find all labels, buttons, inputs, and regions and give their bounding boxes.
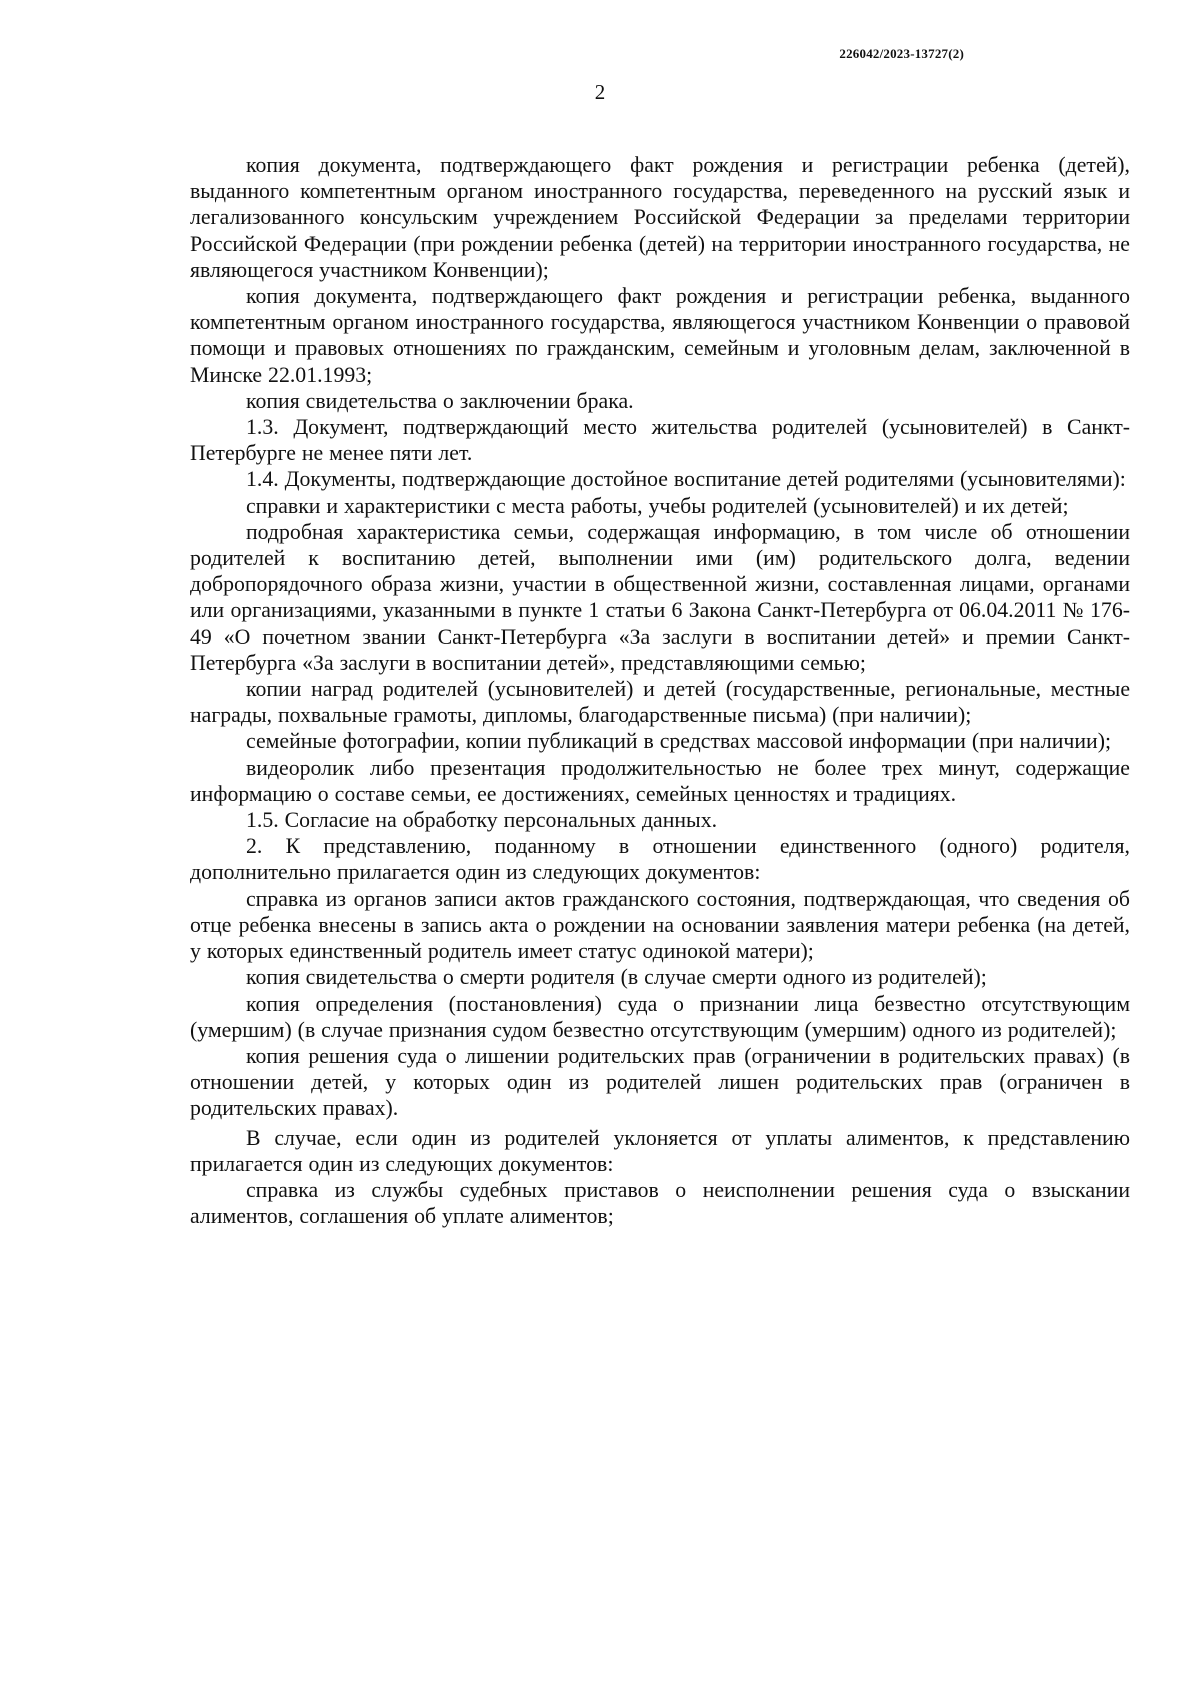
paragraph-item-2: 2. К представлению, поданному в отношении единственного (одного) родителя, дополнительно прилагается один из следующих документов: — [190, 834, 1130, 885]
paragraph-alimony-case: В случае, если один из родителей уклоняется от уплаты алиментов, к представлению прилагается один из следующих документов: — [190, 1125, 1130, 1176]
document-body — [190, 152, 1130, 1229]
paragraph-item-1-4: 1.4. Документы, подтверждающие достойное воспитание детей родителями (усыновителями): — [246, 467, 1126, 492]
document-registration-number: 226042/2023-13727(2) — [839, 46, 964, 61]
paragraph-item-1-3: 1.3. Документ, подтверждающий место жительства родителей (усыновителей) в Санкт-Петербурге не менее пяти лет. — [190, 415, 1130, 466]
paragraph-birth-certificate-convention: копия документа, подтверждающего факт рождения и регистрации ребенка, выданного компетентным органом иностранного государства, являющегося участником Конвенции о правовой помощи и правовых отношениях по гражданским, семейным и уголовным делам, заключенной в Минске 22.01.1993; — [190, 284, 1130, 387]
paragraph-registry-reference: справка из органов записи актов гражданского состояния, подтверждающая, что сведения об отце ребенка внесены в запись акта о рождении на основании заявления матери ребенка (на детей, у которых единственный родитель имеет статус одинокой матери); — [190, 886, 1130, 964]
paragraph-court-missing: копия определения (постановления) суда о признании лица безвестно отсутствующим (умершим) (в случае признания судом безвестно отсутствующим (умершим) одного из родителей); — [190, 991, 1130, 1042]
paragraph-photos: семейные фотографии, копии публикаций в средствах массовой информации (при наличии); — [246, 729, 1112, 754]
paragraph-bailiff-reference: справка из службы судебных приставов о неисполнении решения суда о взыскании алиментов, соглашения об уплате алиментов; — [190, 1177, 1130, 1229]
paragraph-item-1-5: 1.5. Согласие на обработку персональных данных. — [246, 808, 718, 833]
paragraph-death-certificate: копия свидетельства о смерти родителя (в случае смерти одного из родителей); — [246, 965, 987, 990]
paragraph-awards: копии наград родителей (усыновителей) и детей (государственные, региональные, местные награды, похвальные грамоты, дипломы, благодарственные письма) (при наличии); — [190, 677, 1130, 728]
paragraph-birth-certificate-foreign: копия документа, подтверждающего факт рождения и регистрации ребенка (детей), выданного компетентным органом иностранного государства, переведенного на русский язык и легализованного консульским учреждением Российской Федерации за пределами территории Российской Федерации (при рождении ребенка (детей) на территории иностранного государства, не являющегося участником Конвенции); — [190, 153, 1130, 282]
paragraph-court-deprivation: копия решения суда о лишении родительских прав (ограничении в родительских правах) (в отношении детей, у которых один из родителей лишен родительских прав (ограничен в родительских правах). — [190, 1043, 1130, 1121]
paragraph-references: справки и характеристики с места работы, учебы родителей (усыновителей) и их детей; — [246, 493, 1069, 518]
paragraph-video: видеоролик либо презентация продолжительностью не более трех минут, содержащие информацию о составе семьи, ее достижениях, семейных ценностях и традициях. — [190, 755, 1130, 806]
page-number: 2 — [594, 80, 606, 104]
paragraph-marriage-certificate: копия свидетельства о заключении брака. — [246, 388, 634, 413]
paragraph-family-characteristics: подробная характеристика семьи, содержащая информацию, в том числе об отношении родителей к воспитанию детей, выполнении ими (им) родительского долга, ведении добропорядочного образа жизни, участии в общественной жизни, составленная лицами, органами или организациями, указанными в пункте 1 статьи 6 Закона Санкт-Петербурга от 06.04.2011 № 176-49 «О почетном звании Санкт-Петербурга «За заслуги в воспитании детей» и премии Санкт-Петербурга «За заслуги в воспитании детей», представляющими семью; — [190, 519, 1130, 675]
